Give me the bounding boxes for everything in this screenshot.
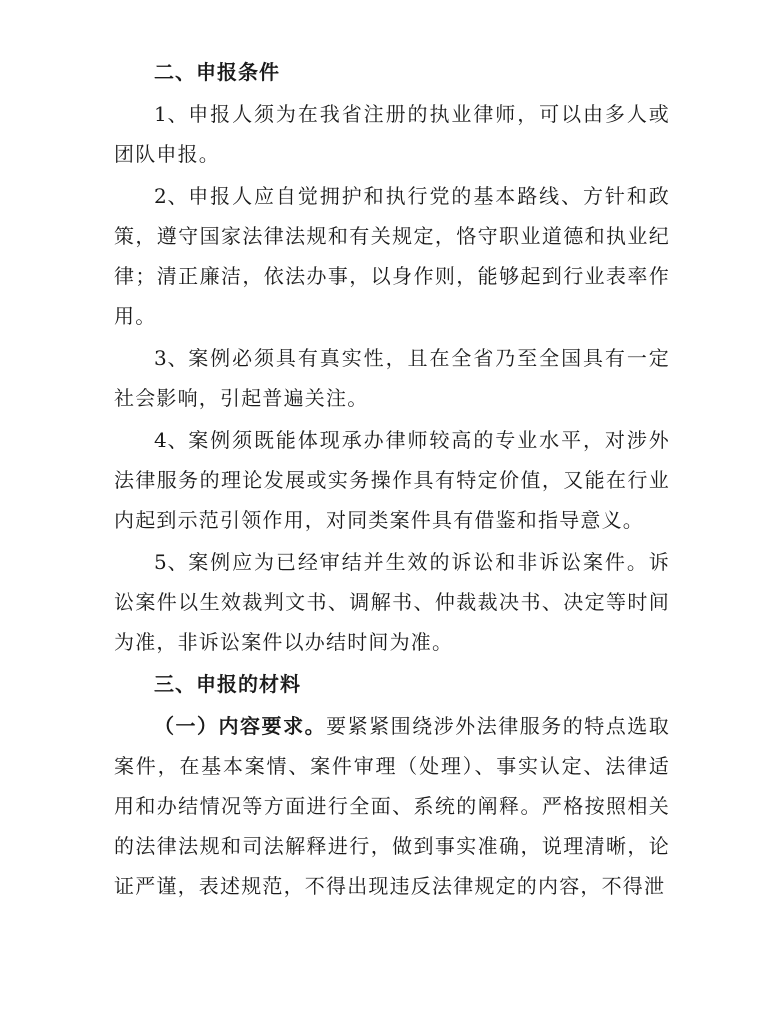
item-text: 申报人须为在我省注册的执业律师，可以由多人或团队申报。 [114, 102, 670, 166]
condition-item-3 [114, 338, 670, 418]
item-lead: （一）内容要求。 [154, 714, 327, 738]
item-text: 案例须既能体现承办律师较高的专业水平，对涉外法律服务的理论发展或实务操作具有特定价值，又能在行业内起到示范引领作用，对同类案件具有借鉴和指导意义。 [114, 428, 670, 532]
materials-item-content-requirements [114, 706, 670, 906]
item-number: 3、 [154, 346, 189, 370]
condition-item-5 [114, 542, 670, 662]
condition-item-2 [114, 176, 670, 336]
item-number: 5、 [154, 550, 189, 574]
document-body [114, 52, 670, 908]
item-text: 案例应为已经审结并生效的诉讼和非诉讼案件。诉讼案件以生效裁判文书、调解书、仲裁裁决书、决定等时间为准，非诉讼案件以办结时间为准。 [114, 550, 670, 654]
condition-item-1 [114, 94, 670, 174]
item-number: 4、 [154, 428, 189, 452]
item-text: 案例必须具有真实性，且在全省乃至全国具有一定社会影响，引起普遍关注。 [114, 346, 670, 410]
item-text: 申报人应自觉拥护和执行党的基本路线、方针和政策，遵守国家法律法规和有关规定，恪守职业道德和执业纪律；清正廉洁，依法办事，以身作则，能够起到行业表率作用。 [114, 184, 670, 328]
section-heading-application-conditions: 二、申报条件 [154, 60, 280, 84]
item-text: 要紧紧围绕涉外法律服务的特点选取案件，在基本案情、案件审理（处理）、事实认定、法律适用和办结情况等方面进行全面、系统的阐释。严格按照相关的法律法规和司法解释进行，做到事实准确，说理清晰，论证严谨，表述规范，不得出现违反法律规定的内容，不得泄 [114, 714, 670, 898]
section-heading-application-materials: 三、申报的材料 [154, 672, 301, 696]
condition-item-4 [114, 420, 670, 540]
item-number: 1、 [154, 102, 189, 126]
item-number: 2、 [154, 184, 189, 208]
